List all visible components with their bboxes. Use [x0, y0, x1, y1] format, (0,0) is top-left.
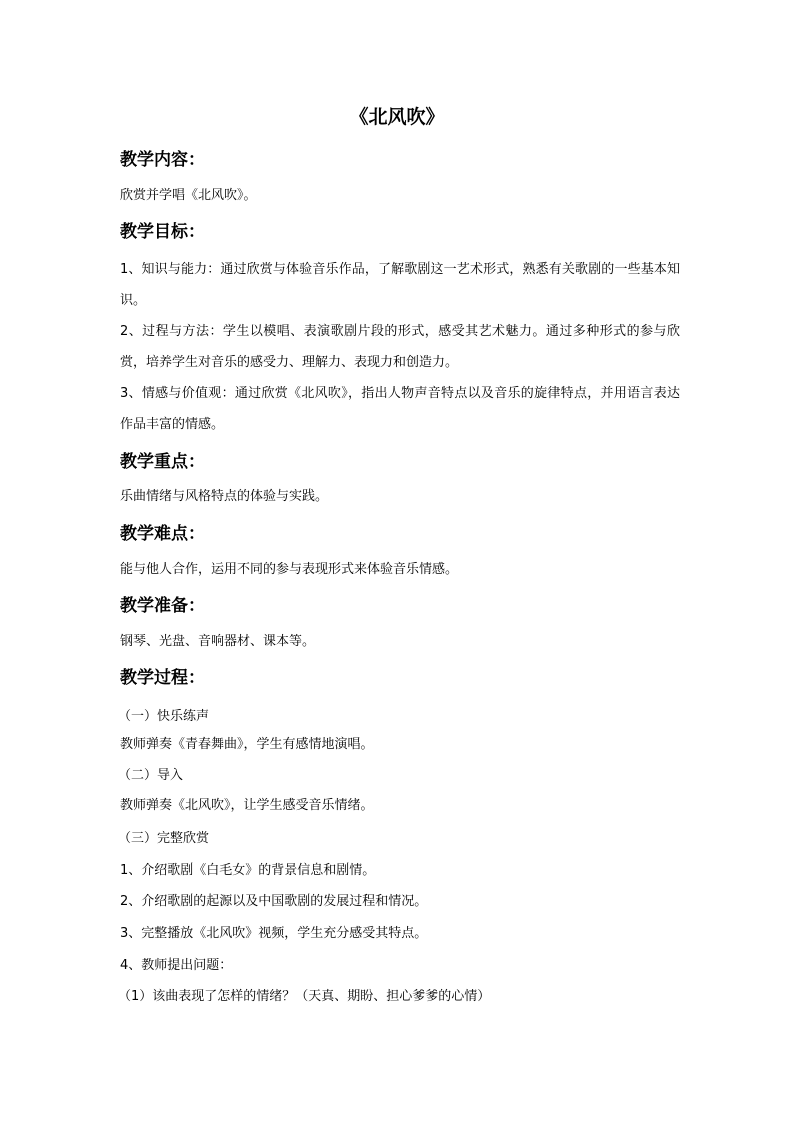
preparation-heading: 教学准备：	[120, 596, 205, 616]
key-points-heading: 教学重点：	[120, 452, 205, 472]
process-list-item: 3、完整播放《北风吹》视频，学生充分感受其特点。	[120, 926, 428, 941]
process-step-title: （二）导入	[118, 768, 184, 783]
content-heading: 教学内容：	[120, 150, 205, 170]
process-question: （1）该曲表现了怎样的情绪？（天真、期盼、担心爹爹的心情）	[118, 989, 491, 1004]
preparation-text: 钢琴、光盘、音响器材、课本等。	[120, 634, 316, 649]
process-list-item: 4、教师提出问题：	[120, 958, 233, 973]
process-list-item: 2、介绍歌剧的起源以及中国歌剧的发展过程和情况。	[120, 894, 428, 909]
process-step-text: 教师弹奏《北风吹》，让学生感受音乐情绪。	[120, 798, 374, 813]
goal-item: 1、知识与能力：通过欣赏与体验音乐作品，了解歌剧这一艺术形式，熟悉有关歌剧的一些基本知识。	[120, 262, 680, 308]
goal-item: 2、过程与方法：学生以模唱、表演歌剧片段的形式，感受其艺术魅力。通过多种形式的参与欣赏，培养学生对音乐的感受力、理解力、表现力和创造力。	[120, 324, 680, 370]
goals-heading: 教学目标：	[120, 222, 205, 242]
process-step-title: （三）完整欣赏	[118, 831, 210, 846]
process-heading: 教学过程：	[120, 668, 205, 688]
goal-item: 3、情感与价值观：通过欣赏《北风吹》，指出人物声音特点以及音乐的旋律特点，并用语言表达作品丰富的情感。	[120, 386, 680, 432]
process-step-title: （一）快乐练声	[118, 709, 210, 724]
process-step-text: 教师弹奏《青春舞曲》，学生有感情地演唱。	[120, 737, 374, 752]
content-text: 欣赏并学唱《北风吹》。	[120, 188, 257, 203]
process-list-item: 1、介绍歌剧《白毛女》的背景信息和剧情。	[120, 863, 376, 878]
difficulty-text: 能与他人合作，运用不同的参与表现形式来体验音乐情感。	[120, 562, 459, 577]
document-title: 《北风吹》	[349, 106, 445, 128]
key-points-text: 乐曲情绪与风格特点的体验与实践。	[120, 489, 329, 504]
difficulty-heading: 教学难点：	[120, 524, 205, 544]
